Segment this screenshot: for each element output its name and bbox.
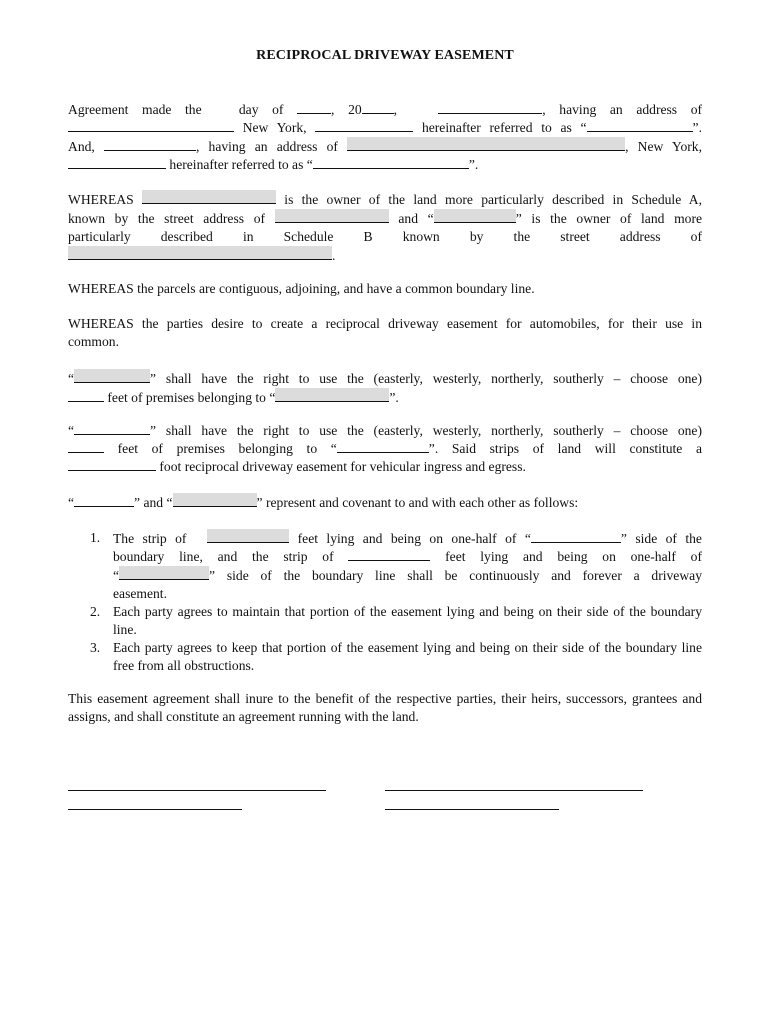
right1-feet-blank[interactable] (68, 389, 104, 402)
strip2-feet-blank[interactable] (348, 548, 430, 561)
party2-address-field[interactable] (347, 137, 625, 151)
signature-line-right[interactable] (385, 790, 643, 791)
right1-party-field[interactable] (74, 369, 150, 383)
party1-alias-blank[interactable] (587, 119, 693, 132)
intro-line-2: New York, hereinafter referred to as “ ”. (68, 119, 702, 137)
signature-line-left[interactable] (68, 790, 326, 791)
right1-owner-field[interactable] (275, 388, 389, 402)
intro-line-4: hereinafter referred to as “ ”. (68, 156, 702, 174)
party1-city-blank[interactable] (315, 119, 413, 132)
right-paragraph-2: “ ” shall have the right to use the (easterly, westerly, northerly, southerly – choose one) feet of premises belonging to “ ”. Said strips of land will constitute a foot reciprocal driveway easement for vehicular ingress and egress. (68, 423, 702, 474)
right-paragraph-1: “ ” shall have the right to use the (easterly, westerly, northerly, southerly – choose one) feet of premises belonging to “ ”. (68, 371, 702, 405)
represent-paragraph: “ ” and “ ” represent and covenant to and with each other as follows: (68, 495, 579, 510)
party1-address-blank[interactable] (68, 119, 234, 132)
whereas-owners-paragraph (68, 190, 702, 265)
street-address-b-field[interactable] (68, 246, 332, 260)
date-line-left[interactable] (68, 809, 242, 810)
easement-width-blank[interactable] (68, 458, 156, 471)
whereas1-line-4: . (68, 246, 702, 265)
party1-name-blank[interactable] (438, 101, 542, 114)
strip1-side-blank[interactable] (531, 530, 621, 543)
party2-name-blank[interactable] (104, 138, 196, 151)
closing-paragraph: This easement agreement shall inure to the benefit of the respective parties, their heirs, successors, grantees and assigns, and shall constitute an agreement running with the land. (68, 691, 702, 724)
owner-a-field[interactable] (142, 190, 276, 204)
whereas1-line-1: WHEREAS is the owner of the land more particularly described in Schedule A, (68, 192, 702, 207)
whereas1-line-3: particularly described in Schedule B known by the street address of (68, 229, 702, 244)
list-item: 2. Each party agrees to maintain that portion of the easement lying and being on their side of the boundary line. (90, 604, 702, 637)
year-blank[interactable] (362, 101, 394, 114)
street-address-a-field[interactable] (275, 209, 389, 223)
strip2-side-field[interactable] (119, 566, 209, 580)
intro-paragraph (68, 101, 702, 174)
covenant-list (90, 529, 702, 675)
represent-party2-field[interactable] (173, 493, 257, 507)
day-blank[interactable] (297, 101, 331, 114)
party2-alias-blank[interactable] (313, 156, 469, 169)
represent-party1-blank[interactable] (74, 494, 134, 507)
right2-owner-blank[interactable] (337, 440, 429, 453)
intro-line-3: And, , having an address of , New York, (68, 139, 702, 154)
date-line-right[interactable] (385, 809, 559, 810)
owner-b-field[interactable] (434, 209, 516, 223)
right2-feet-blank[interactable] (68, 440, 104, 453)
strip1-feet-field[interactable] (207, 529, 289, 543)
whereas-desire-paragraph: WHEREAS the parties desire to create a reciprocal driveway easement for automobiles, for their use in common. (68, 316, 702, 349)
list-item: 1. The strip of feet lying and being on one-half of “ ” side of the boundary line, and the strip of feet lying and being on one-half of “ ” side of the boundary line shall be continuously and forever a driveway easement. (90, 530, 703, 601)
whereas1-line-2: known by the street address of and “ ” is the owner of land more (68, 211, 703, 226)
party2-city-blank[interactable] (68, 156, 166, 169)
whereas-contiguous-paragraph: WHEREAS the parcels are contiguous, adjoining, and have a common boundary line. (68, 281, 535, 296)
right2-party-blank[interactable] (74, 422, 150, 435)
intro-line-1: Agreement made the day of , 20 , , having an address of (68, 102, 703, 117)
document-title: RECIPROCAL DRIVEWAY EASEMENT (256, 48, 514, 63)
list-item: 3. Each party agrees to keep that portion of the easement lying and being on their side of the boundary line free from all obstructions. (90, 640, 702, 673)
